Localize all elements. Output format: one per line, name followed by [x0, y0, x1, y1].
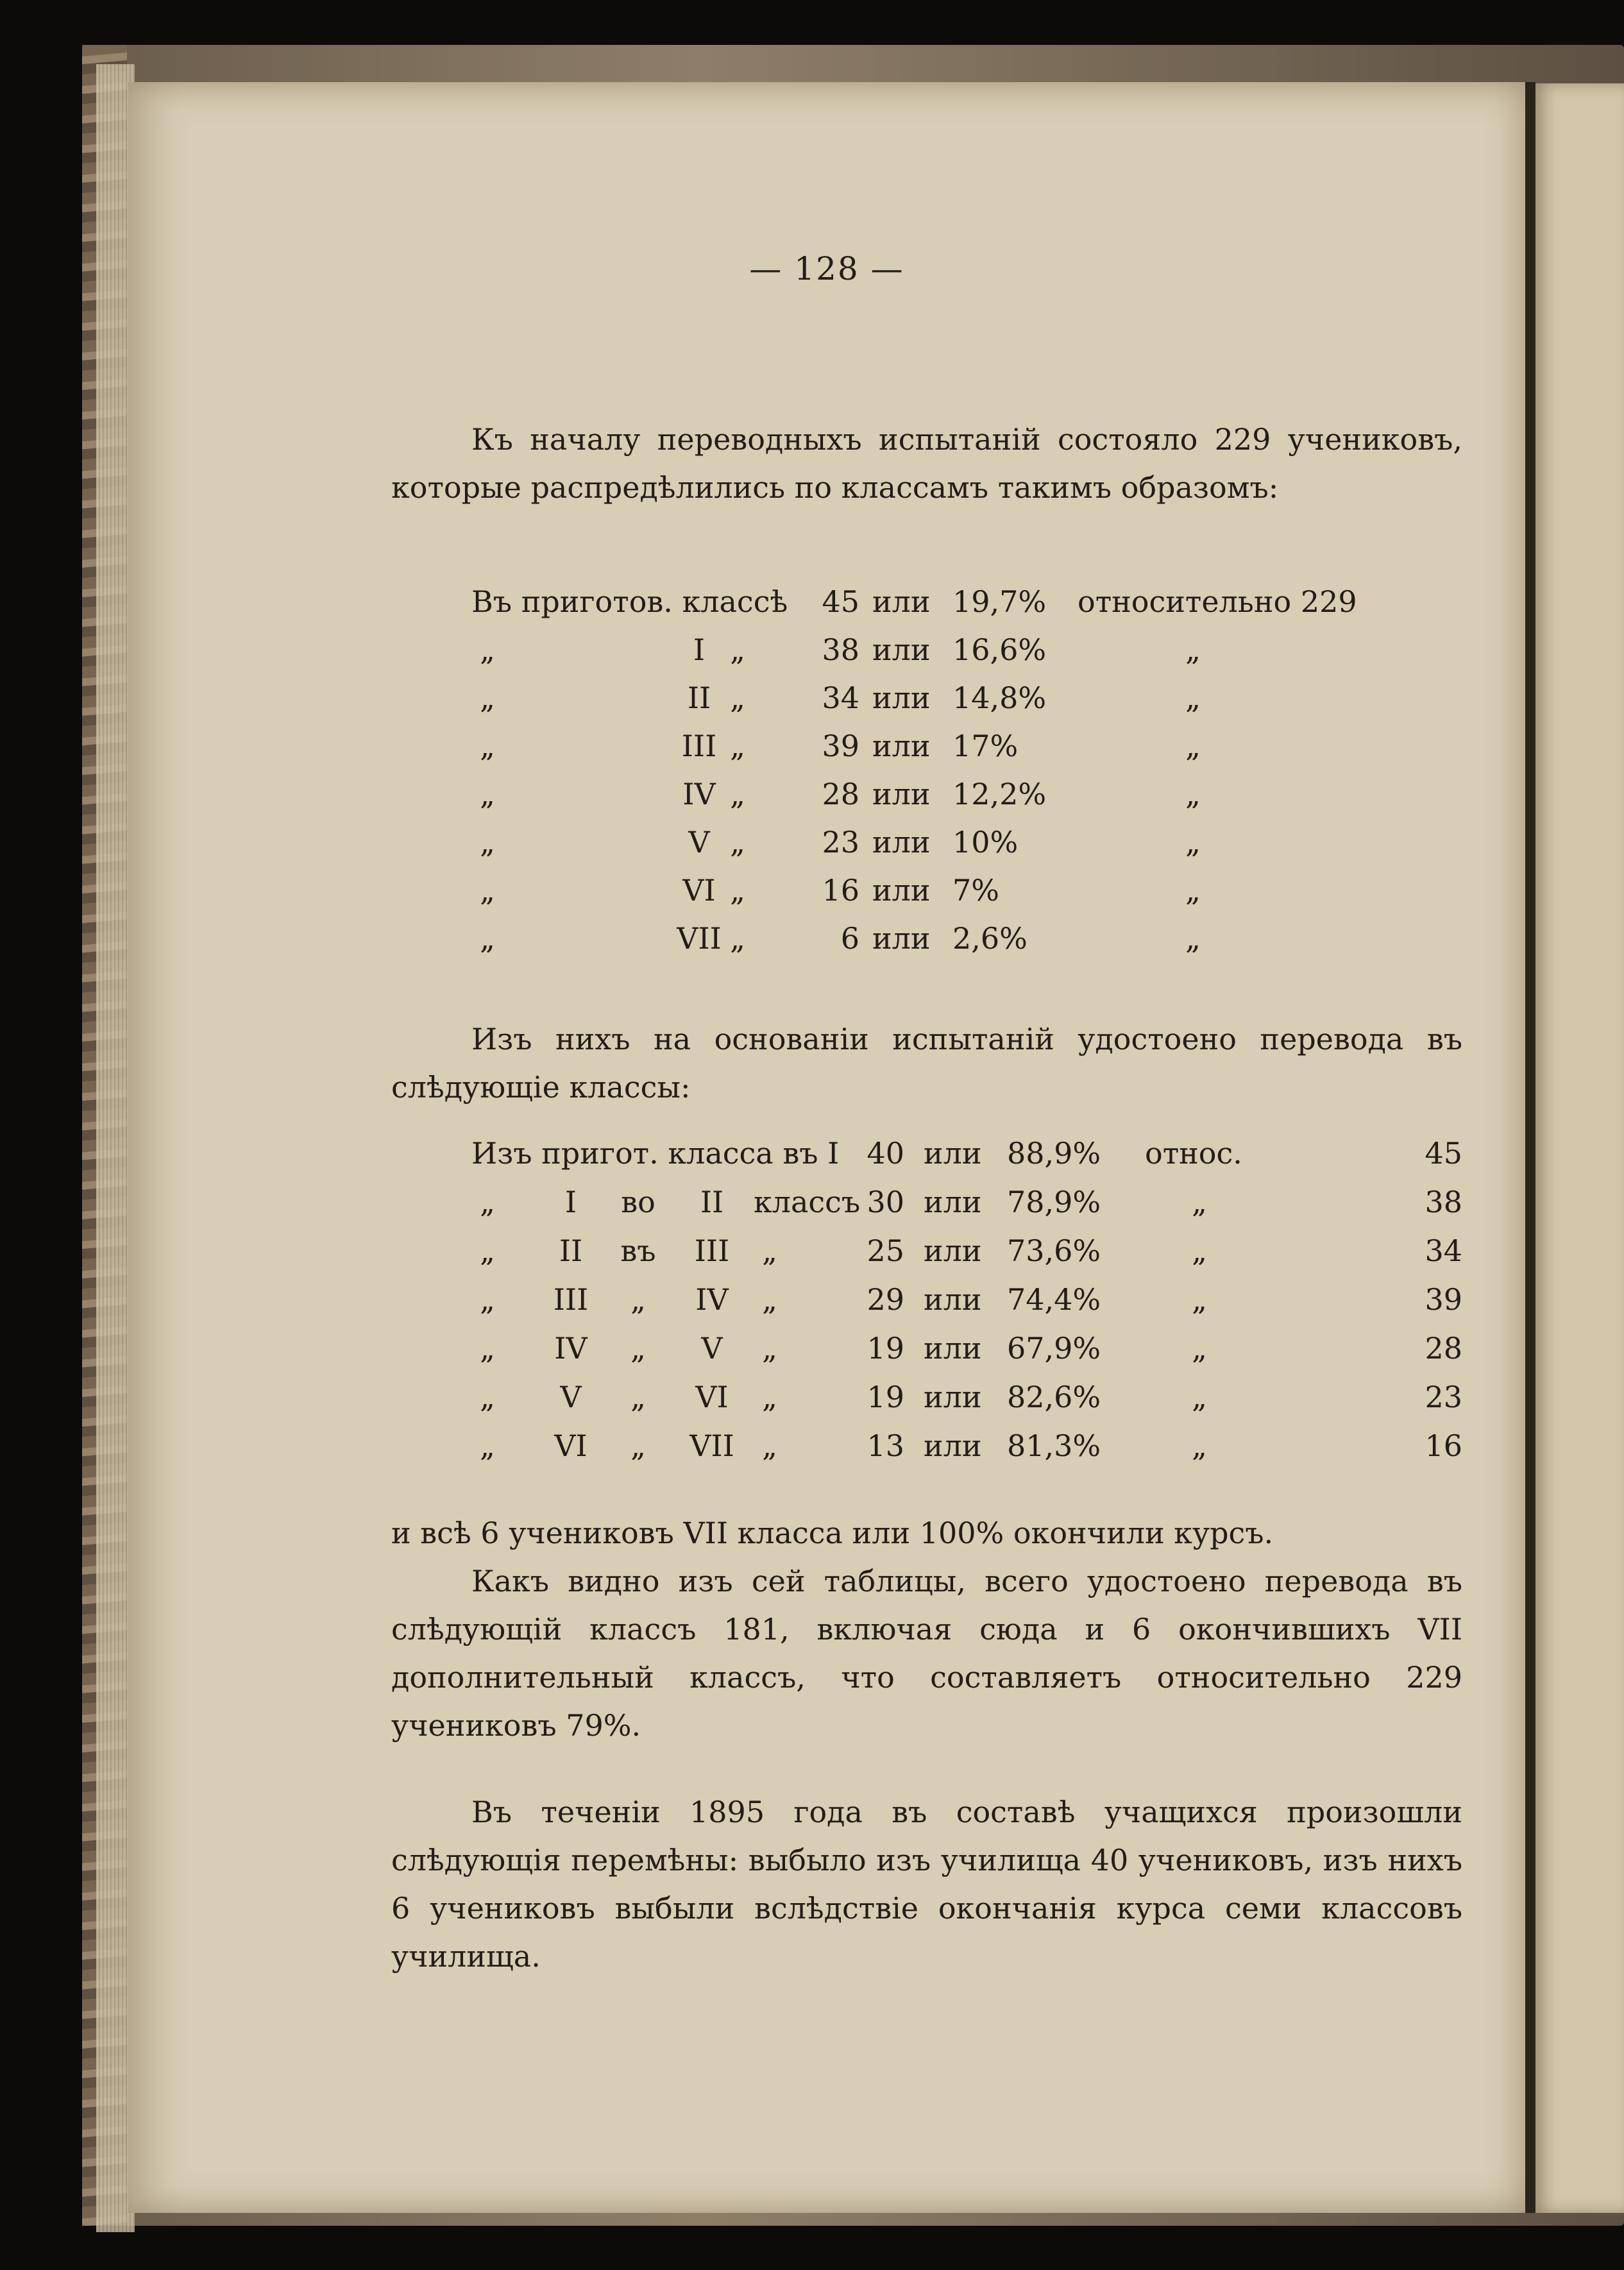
student-count: 23 — [822, 825, 859, 860]
from-class: II — [559, 1233, 583, 1268]
row-label: Изъ пригот. класса въ I — [471, 1136, 840, 1171]
ditto-mark: „ — [1185, 921, 1201, 956]
ditto-mark: „ — [730, 632, 745, 667]
word-ili: или — [872, 825, 931, 860]
promoted-count: 19 — [867, 1331, 904, 1366]
percentage: 82,6% — [1007, 1380, 1101, 1414]
base-count: 23 — [1425, 1380, 1462, 1414]
base-count: 38 — [1425, 1185, 1462, 1219]
preposition: „ — [630, 1282, 646, 1317]
percentage: 73,6% — [1007, 1233, 1101, 1268]
relative-to: относ. — [1145, 1136, 1242, 1171]
from-class: VI — [554, 1428, 588, 1463]
ditto-mark: „ — [1192, 1282, 1207, 1317]
ditto-mark: „ — [480, 681, 495, 715]
preposition: „ — [630, 1331, 646, 1366]
word-ili: или — [872, 873, 931, 908]
ditto-mark: „ — [762, 1331, 777, 1366]
from-class: IV — [554, 1331, 588, 1366]
percentage: 10% — [952, 825, 1019, 860]
preposition: „ — [630, 1428, 646, 1463]
word-class: классъ — [754, 1185, 861, 1219]
ditto-mark: „ — [480, 632, 495, 667]
base-count: 39 — [1425, 1282, 1462, 1317]
student-count: 39 — [822, 729, 859, 763]
word-ili: или — [872, 729, 931, 763]
ditto-mark: „ — [730, 921, 745, 956]
percentage: 16,6% — [952, 632, 1047, 667]
from-class: I — [564, 1185, 577, 1219]
preposition: „ — [630, 1380, 646, 1414]
ditto-mark: „ — [480, 729, 495, 763]
ditto-mark: „ — [762, 1282, 777, 1317]
promoted-count: 19 — [867, 1380, 904, 1414]
ditto-mark: „ — [730, 777, 745, 811]
to-class: II — [700, 1185, 724, 1219]
percentage: 67,9% — [1007, 1331, 1101, 1366]
percentage: 74,4% — [1007, 1282, 1101, 1317]
class-numeral: IV — [682, 777, 716, 811]
word-ili: или — [924, 1428, 982, 1463]
percentage: 88,9% — [1007, 1136, 1101, 1171]
row-label: Въ приготов. классѣ — [471, 584, 788, 619]
ditto-mark: „ — [1185, 729, 1201, 763]
ditto-mark: „ — [1192, 1380, 1207, 1414]
word-ili: или — [872, 681, 931, 715]
ditto-mark: „ — [1185, 825, 1201, 860]
promoted-count: 25 — [867, 1233, 904, 1268]
from-class: V — [560, 1380, 582, 1414]
ditto-mark: „ — [1185, 777, 1201, 811]
word-ili: или — [924, 1331, 982, 1366]
ditto-mark: „ — [480, 1282, 495, 1317]
student-count: 16 — [822, 873, 859, 908]
base-count: 16 — [1425, 1428, 1462, 1463]
ditto-mark: „ — [480, 873, 495, 908]
base-count: 28 — [1425, 1331, 1462, 1366]
page-gutter — [1525, 82, 1535, 2213]
percentage: 2,6% — [952, 921, 1028, 956]
ditto-mark: „ — [480, 1331, 495, 1366]
percentage: 7% — [952, 873, 999, 908]
promoted-count: 13 — [867, 1428, 904, 1463]
ditto-mark: „ — [762, 1380, 777, 1414]
ditto-mark: „ — [480, 921, 495, 956]
ditto-mark: „ — [480, 1428, 495, 1463]
student-count: 28 — [822, 777, 859, 811]
word-ili: или — [924, 1136, 982, 1171]
base-count: 34 — [1425, 1233, 1462, 1268]
ditto-mark: „ — [730, 825, 745, 860]
student-count: 45 — [822, 584, 859, 619]
ditto-mark: „ — [730, 873, 745, 908]
word-ili: или — [872, 921, 931, 956]
class-numeral: VI — [682, 873, 716, 908]
from-class: III — [553, 1282, 589, 1317]
ditto-mark: „ — [1185, 681, 1201, 715]
percentage: 78,9% — [1007, 1185, 1101, 1219]
base-count: 45 — [1425, 1136, 1462, 1171]
promoted-count: 30 — [867, 1185, 904, 1219]
to-class: V — [701, 1331, 723, 1366]
to-class: III — [694, 1233, 730, 1268]
ditto-mark: „ — [1192, 1428, 1207, 1463]
student-count: 6 — [840, 921, 859, 956]
line-graduated: и всѣ 6 учениковъ VII класса или 100% окончили курсъ. — [391, 1516, 1274, 1550]
class-numeral: II — [687, 681, 711, 715]
ditto-mark: „ — [1185, 873, 1201, 908]
ditto-mark: „ — [1192, 1331, 1207, 1366]
word-ili: или — [872, 584, 931, 619]
class-numeral: III — [681, 729, 717, 763]
word-ili: или — [872, 777, 931, 811]
ditto-mark: „ — [730, 681, 745, 715]
student-count: 38 — [822, 632, 859, 667]
ditto-mark: „ — [480, 1185, 495, 1219]
ditto-mark: „ — [480, 777, 495, 811]
percentage: 12,2% — [952, 777, 1047, 811]
percentage: 14,8% — [952, 681, 1047, 715]
preposition: въ — [620, 1233, 656, 1268]
word-ili: или — [872, 632, 931, 667]
percentage: 17% — [952, 729, 1019, 763]
paragraph-summary: Какъ видно изъ сей таблицы, всего удостоено перевода въ слѣдующій классъ 181, включая сюда и 6 окончившихъ VII дополнительный классъ, что составляетъ относительно 229 учениковъ 79%. — [391, 1564, 1462, 1743]
to-class: IV — [695, 1282, 729, 1317]
ditto-mark: „ — [1185, 632, 1201, 667]
intro-paragraph: Къ началу переводныхъ испытаній состояло 229 учениковъ, которые распредѣлились по классамъ такимъ образомъ: — [391, 422, 1462, 505]
to-class: VI — [695, 1380, 729, 1414]
promoted-count: 40 — [867, 1136, 904, 1171]
to-class: VII — [689, 1428, 734, 1463]
preposition: во — [621, 1185, 656, 1219]
ditto-mark: „ — [730, 729, 745, 763]
word-ili: или — [924, 1185, 982, 1219]
ditto-mark: „ — [480, 1233, 495, 1268]
paragraph-changes-1895: Въ теченіи 1895 года въ составѣ учащихся произошли слѣдующія перемѣны: выбыло изъ училища 40 учениковъ, изъ нихъ 6 учениковъ выбыли вслѣдствіе окончанія курса семи классовъ училища. — [391, 1795, 1462, 1974]
ditto-mark: „ — [1192, 1233, 1207, 1268]
class-numeral: V — [688, 825, 710, 860]
word-ili: или — [924, 1380, 982, 1414]
promoted-count: 29 — [867, 1282, 904, 1317]
word-ili: или — [924, 1282, 982, 1317]
paragraph-promotion: Изъ нихъ на основаніи испытаній удостоено перевода въ слѣдующіе классы: — [391, 1022, 1462, 1105]
book-page — [128, 82, 1525, 2213]
ditto-mark: „ — [480, 1380, 495, 1414]
relative-to: относительно 229 — [1078, 584, 1357, 619]
ditto-mark: „ — [762, 1428, 777, 1463]
adjacent-page-edge — [1534, 83, 1624, 2213]
ditto-mark: „ — [1192, 1185, 1207, 1219]
class-numeral: VII — [677, 921, 722, 956]
word-ili: или — [924, 1233, 982, 1268]
student-count: 34 — [822, 681, 859, 715]
ditto-mark: „ — [480, 825, 495, 860]
class-numeral: I — [693, 632, 706, 667]
percentage: 19,7% — [952, 584, 1047, 619]
percentage: 81,3% — [1007, 1428, 1101, 1463]
ditto-mark: „ — [762, 1233, 777, 1268]
page-number: — 128 — — [749, 250, 904, 287]
